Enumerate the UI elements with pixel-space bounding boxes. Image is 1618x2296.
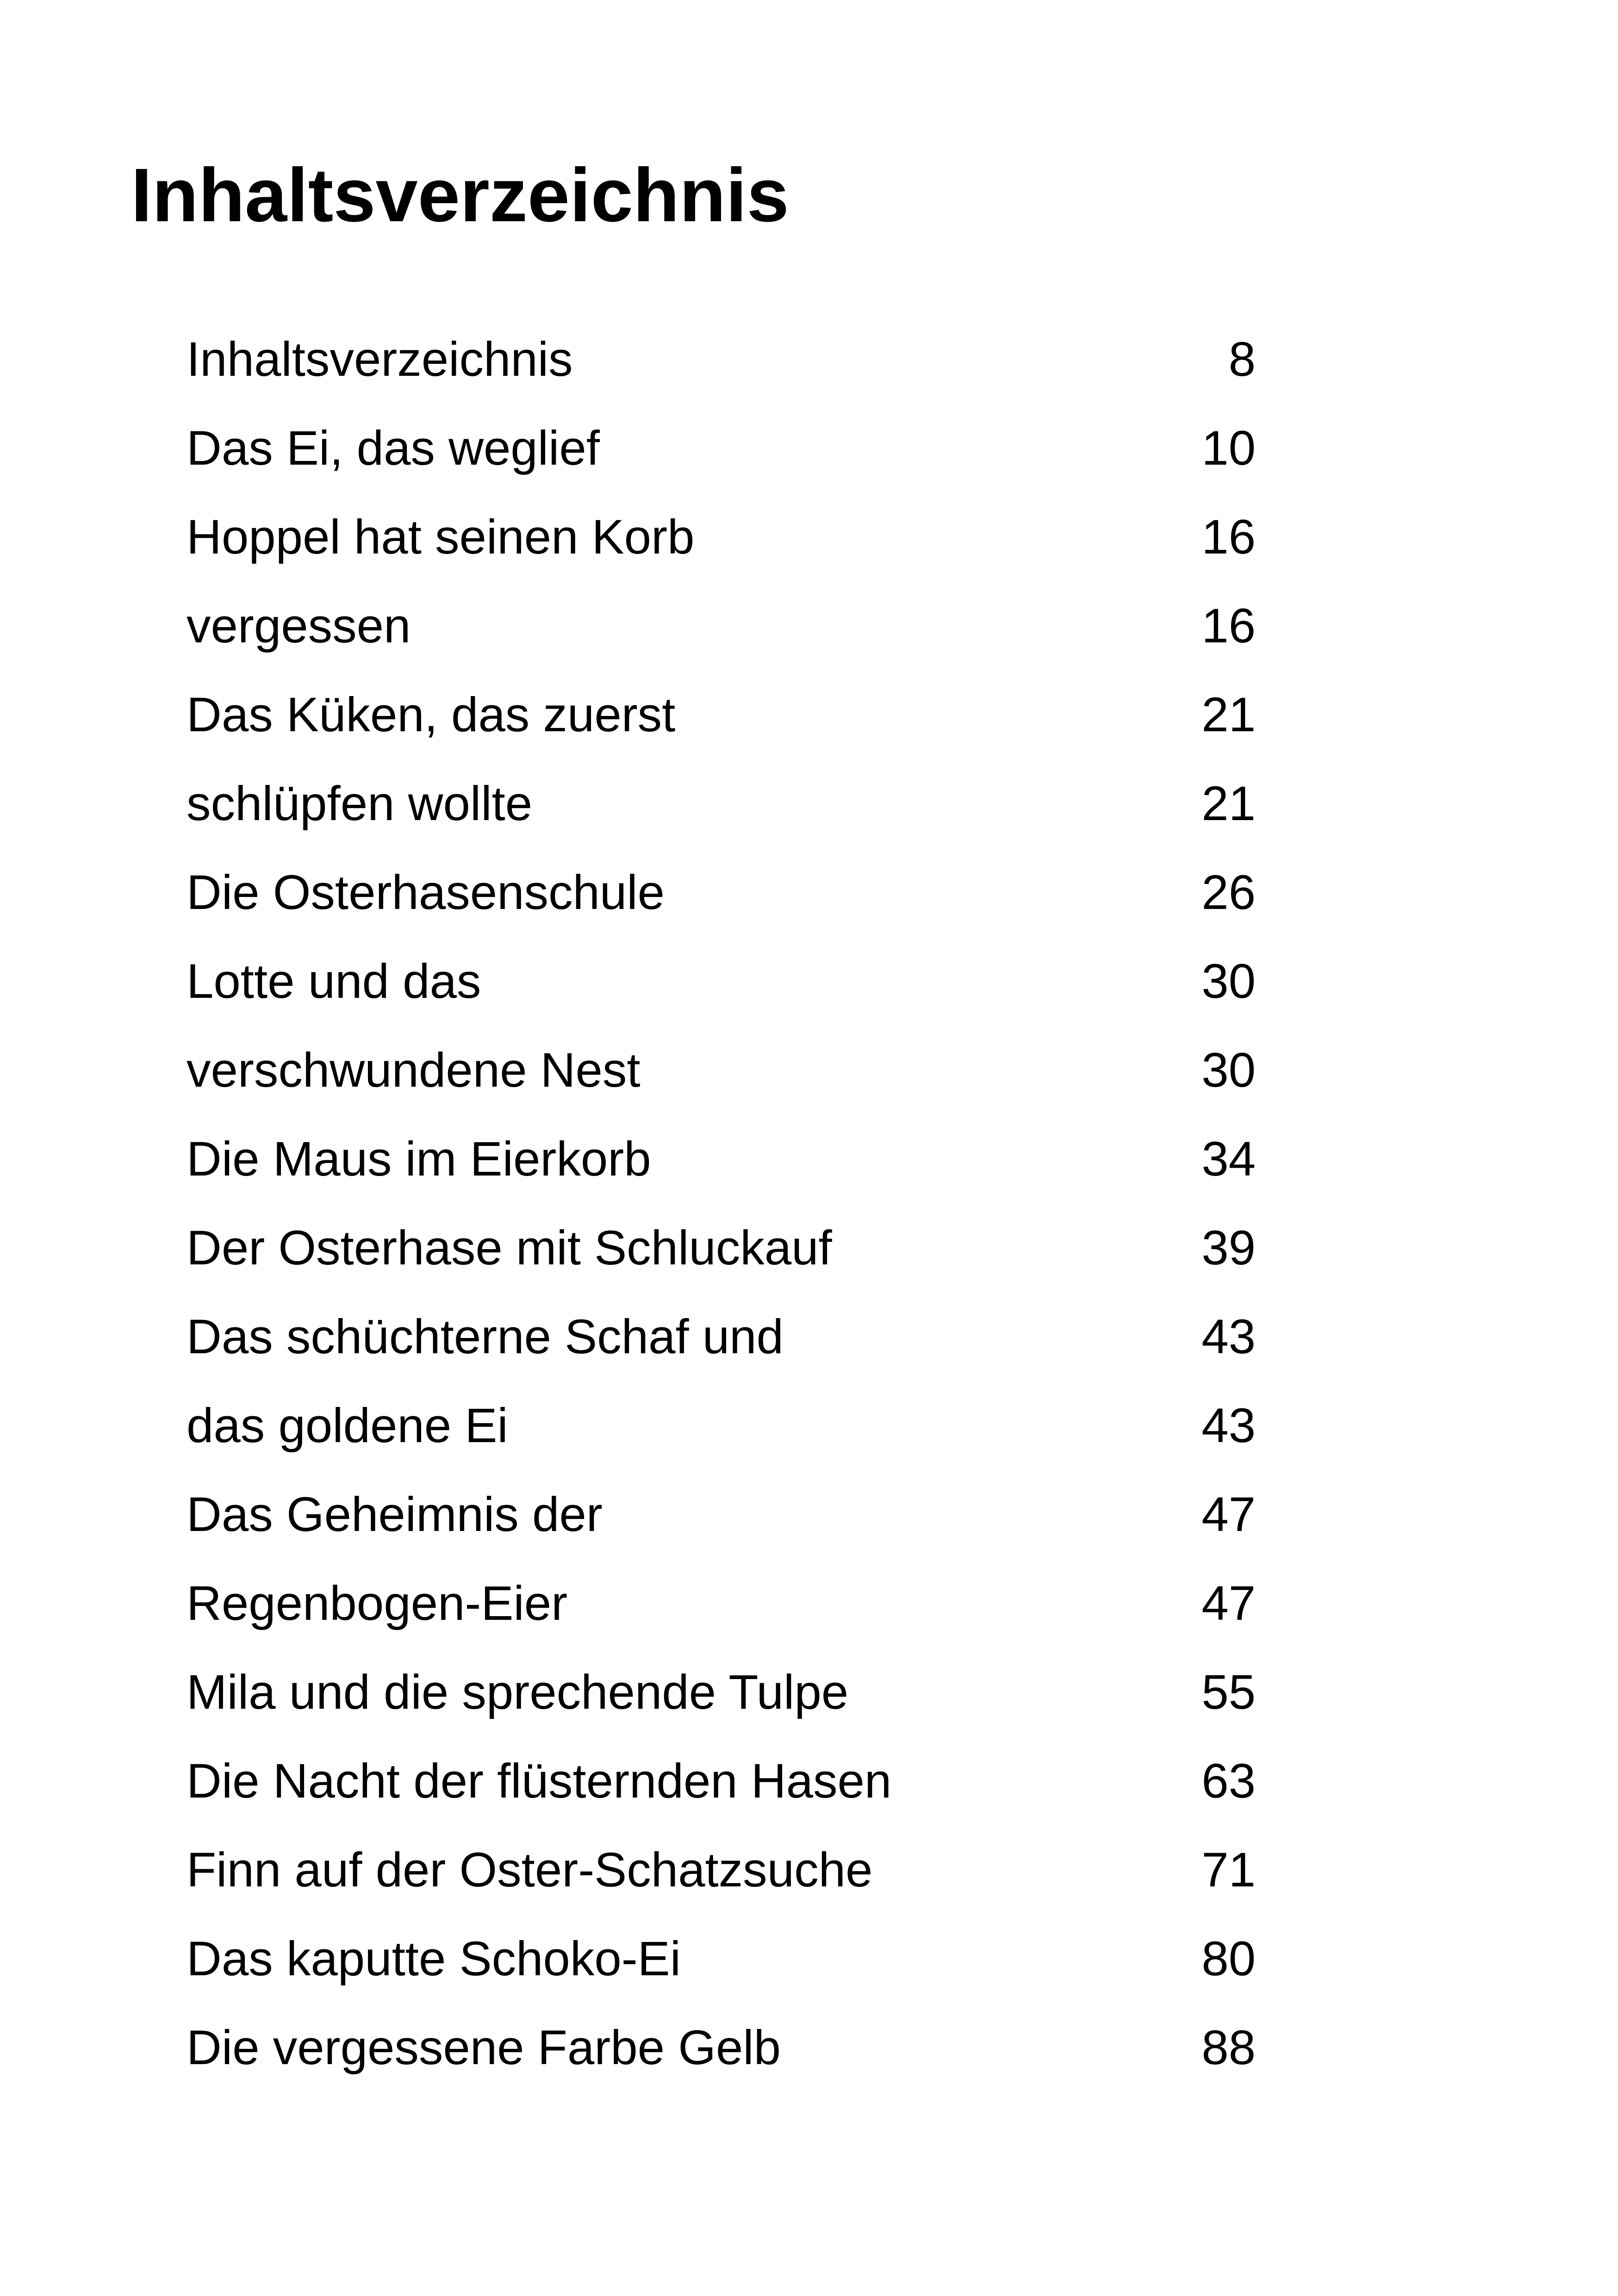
toc-entry-title: Hoppel hat seinen Korb: [187, 510, 695, 564]
toc-entry-page: 10: [1201, 421, 1256, 475]
toc-entry: [187, 2003, 1256, 2092]
toc-entry: [187, 759, 1256, 848]
toc-entry-title: Die Nacht der flüsternden Hasen: [187, 1754, 892, 1808]
toc-entry-title: Finn auf der Oster-Schatzsuche: [187, 1842, 873, 1897]
toc-entry: [187, 1203, 1256, 1292]
toc-entry-title: Die Osterhasenschule: [187, 865, 665, 920]
toc-entry: [187, 1114, 1256, 1203]
toc-entry-title: Mila und die sprechende Tulpe: [187, 1665, 849, 1719]
toc-entry-page: 47: [1201, 1487, 1256, 1542]
toc-entry-title: Die vergessene Farbe Gelb: [187, 2020, 781, 2075]
toc-entry-title: das goldene Ei: [187, 1398, 508, 1453]
toc-entry-title: schlüpfen wollte: [187, 776, 533, 831]
toc-entry: [187, 1825, 1256, 1914]
toc-entry-page: 43: [1201, 1398, 1256, 1453]
toc-entry-page: 21: [1201, 687, 1256, 742]
page-title: Inhaltsverzeichnis: [131, 153, 789, 237]
toc-entry-page: 34: [1201, 1132, 1256, 1186]
toc-entry-page: 55: [1201, 1665, 1256, 1719]
toc-entry-page: 30: [1201, 954, 1256, 1008]
toc-entry: [187, 1470, 1256, 1559]
toc-entry-title: Das Küken, das zuerst: [187, 687, 676, 742]
toc-entry-title: Regenbogen-Eier: [187, 1576, 568, 1630]
table-of-contents: [187, 315, 1256, 2092]
toc-entry: [187, 670, 1256, 759]
toc-entry-title: Inhaltsverzeichnis: [187, 332, 573, 386]
toc-entry: [187, 1559, 1256, 1648]
toc-entry-page: 43: [1201, 1309, 1256, 1364]
toc-entry-title: vergessen: [187, 598, 411, 653]
toc-entry-page: 71: [1201, 1842, 1256, 1897]
toc-entry: [187, 1292, 1256, 1381]
toc-entry-title: Das kaputte Schoko-Ei: [187, 1931, 681, 1986]
toc-entry: [187, 492, 1256, 581]
toc-entry-title: Der Osterhase mit Schluckauf: [187, 1220, 832, 1275]
toc-entry-title: Das Ei, das weglief: [187, 421, 600, 475]
toc-entry-title: Das Geheimnis der: [187, 1487, 603, 1542]
toc-entry-page: 30: [1201, 1043, 1256, 1097]
toc-entry: [187, 937, 1256, 1026]
toc-entry-page: 39: [1201, 1220, 1256, 1275]
toc-entry-title: Lotte und das: [187, 954, 481, 1008]
toc-entry: [187, 404, 1256, 492]
toc-entry: [187, 1381, 1256, 1470]
toc-entry: [187, 848, 1256, 937]
toc-entry: [187, 1648, 1256, 1736]
toc-entry: [187, 315, 1256, 404]
toc-entry-page: 80: [1201, 1931, 1256, 1986]
toc-entry: [187, 1914, 1256, 2003]
toc-entry: [187, 1736, 1256, 1825]
toc-entry: [187, 1026, 1256, 1114]
toc-entry-title: Das schüchterne Schaf und: [187, 1309, 784, 1364]
toc-entry: [187, 581, 1256, 670]
toc-entry-page: 47: [1201, 1576, 1256, 1630]
toc-entry-page: 63: [1201, 1754, 1256, 1808]
toc-entry-page: 16: [1201, 598, 1256, 653]
toc-entry-page: 21: [1201, 776, 1256, 831]
toc-entry-page: 16: [1201, 510, 1256, 564]
toc-entry-title: Die Maus im Eierkorb: [187, 1132, 651, 1186]
toc-entry-page: 88: [1201, 2020, 1256, 2075]
toc-entry-page: 8: [1228, 332, 1256, 386]
toc-entry-title: verschwundene Nest: [187, 1043, 641, 1097]
toc-entry-page: 26: [1201, 865, 1256, 920]
